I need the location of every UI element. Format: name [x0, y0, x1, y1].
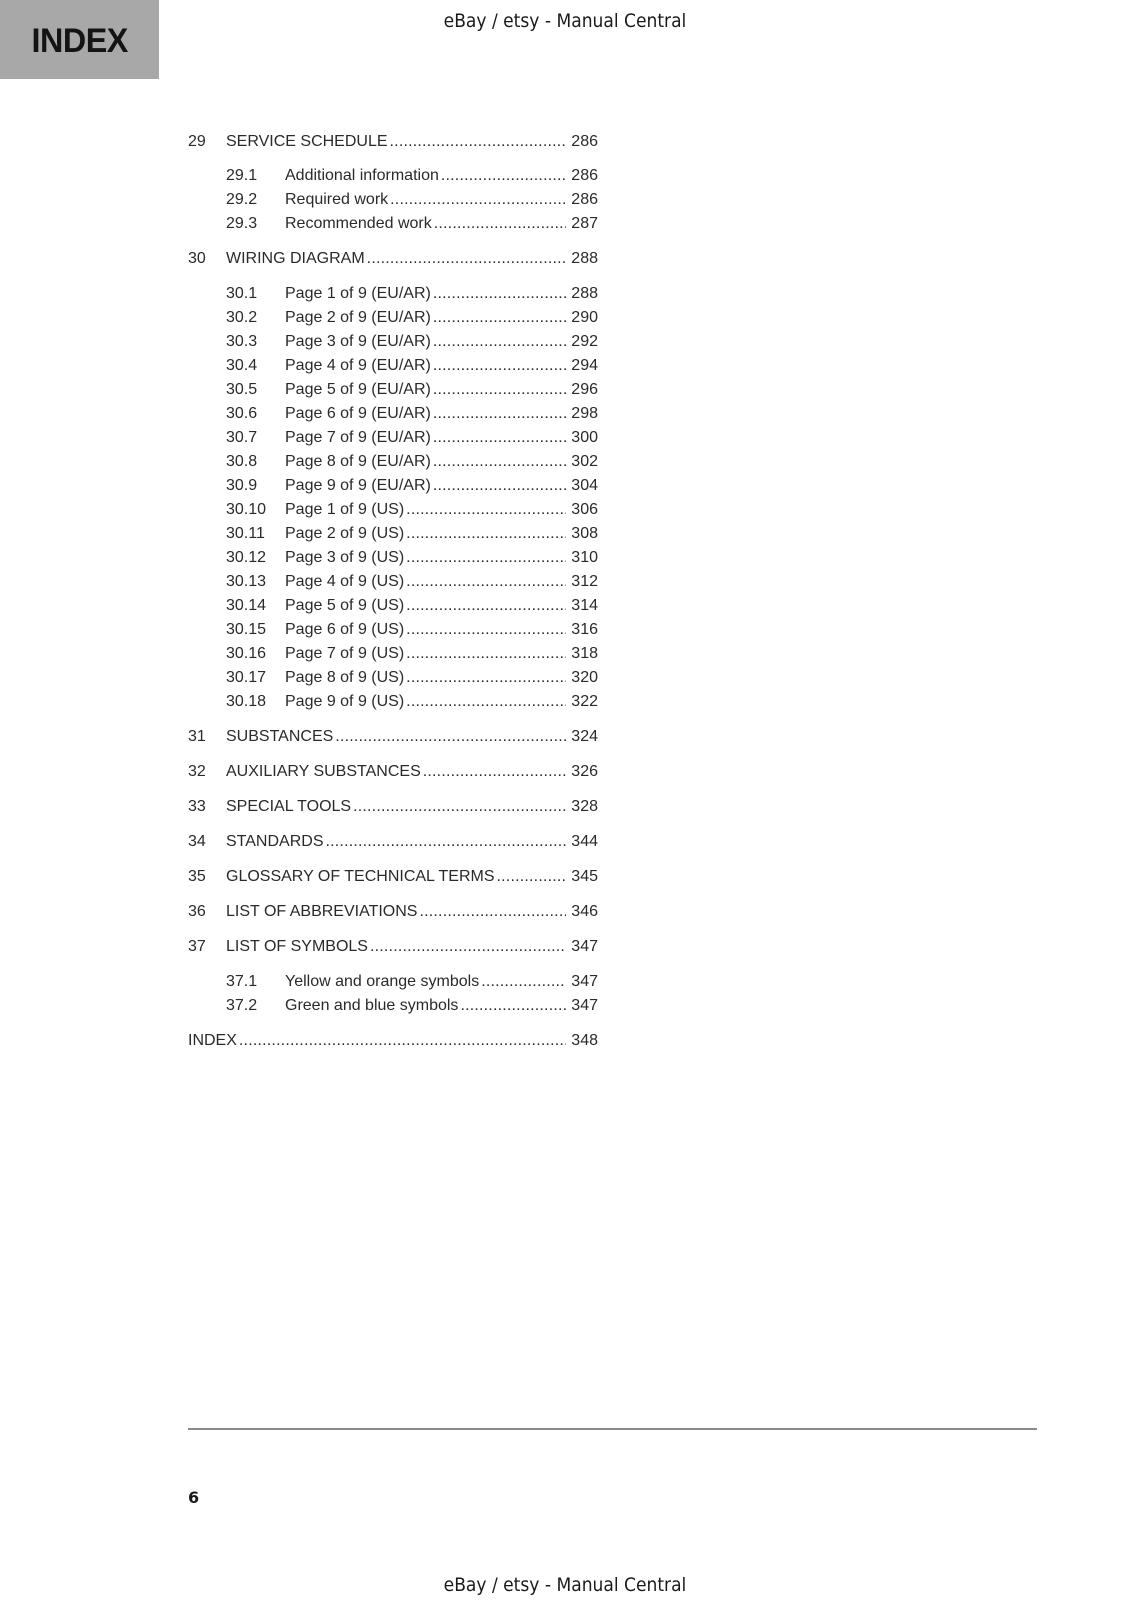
toc-entry-page: 345 [571, 868, 598, 885]
toc-entry-title: Page 7 of 9 (EU/AR) [285, 429, 431, 446]
toc-entry-page: 287 [571, 215, 598, 232]
toc-dot-leader [433, 283, 566, 305]
toc-entry-number: 33 [188, 798, 206, 815]
toc-dot-leader [433, 379, 566, 401]
toc-dot-leader [353, 796, 566, 818]
toc-entry-title: Page 3 of 9 (EU/AR) [285, 333, 431, 350]
toc-entry[interactable] [188, 283, 598, 305]
toc-dot-leader [433, 427, 566, 449]
toc-entry-page: 324 [571, 728, 598, 745]
footer-divider [188, 1428, 1037, 1430]
toc-dot-leader [406, 619, 566, 641]
toc-entry-number: 30.13 [226, 573, 267, 590]
toc-dot-leader [497, 866, 566, 888]
toc-entry-number: 30.4 [226, 357, 258, 374]
toc-entry-page: 314 [571, 597, 598, 614]
toc-dot-leader [433, 475, 566, 497]
toc-dot-leader [481, 971, 566, 993]
toc-entry[interactable] [188, 995, 598, 1017]
toc-entry-title: LIST OF ABBREVIATIONS [226, 903, 418, 920]
toc-entry-title: WIRING DIAGRAM [226, 250, 365, 267]
toc-entry-page: 326 [571, 763, 598, 780]
toc-entry-title: Page 5 of 9 (EU/AR) [285, 381, 431, 398]
toc-entry-page: 347 [571, 973, 598, 990]
toc-entry-page: 348 [571, 1032, 598, 1049]
toc-entry[interactable] [188, 475, 598, 497]
toc-entry-number: 29.2 [226, 191, 258, 208]
toc-entry-title: Page 1 of 9 (EU/AR) [285, 285, 431, 302]
toc-entry-number: 29.3 [226, 215, 258, 232]
toc-entry[interactable] [188, 379, 598, 401]
toc-entry[interactable] [188, 936, 598, 958]
toc-entry[interactable] [188, 189, 598, 211]
toc-entry[interactable] [188, 1030, 598, 1052]
toc-entry-page: 296 [571, 381, 598, 398]
toc-entry[interactable] [188, 248, 598, 270]
toc-entry-number: 30.18 [226, 693, 267, 710]
toc-entry[interactable] [188, 571, 598, 593]
toc-entry-title: SPECIAL TOOLS [226, 798, 352, 815]
toc-dot-leader [406, 667, 566, 689]
toc-dot-leader [370, 936, 566, 958]
toc-entry[interactable] [188, 307, 598, 329]
toc-entry-title: Page 2 of 9 (US) [285, 525, 405, 542]
toc-entry-title: Additional information [285, 167, 439, 184]
toc-entry-number: 30.8 [226, 453, 258, 470]
toc-entry-number: 37 [188, 938, 206, 955]
toc-dot-leader [433, 331, 566, 353]
toc-entry-page: 288 [571, 285, 598, 302]
toc-entry-page: 316 [571, 621, 598, 638]
toc-entry-page: 346 [571, 903, 598, 920]
toc-dot-leader [434, 213, 566, 235]
toc-entry-number: 35 [188, 868, 206, 885]
footer-watermark-text: eBay / etsy - Manual Central [443, 1574, 687, 1596]
toc-dot-leader [433, 451, 566, 473]
toc-entry[interactable] [188, 355, 598, 377]
toc-entry-number: 30.1 [226, 285, 258, 302]
toc-entry-page: 306 [571, 501, 598, 518]
toc-dot-leader [406, 499, 566, 521]
toc-entry-page: 318 [571, 645, 598, 662]
toc-entry-number: 30 [188, 250, 206, 267]
toc-entry-number: 30.9 [226, 477, 258, 494]
toc-entry-page: 344 [571, 833, 598, 850]
toc-dot-leader [239, 1030, 566, 1052]
header-watermark [57, 10, 1074, 32]
toc-entry-number: 30.3 [226, 333, 258, 350]
toc-entry[interactable] [188, 726, 598, 748]
toc-entry-page: 302 [571, 453, 598, 470]
toc-entry-page: 304 [571, 477, 598, 494]
toc-entry-page: 288 [571, 250, 598, 267]
toc-entry-number: 30.5 [226, 381, 258, 398]
toc-dot-leader [433, 307, 566, 329]
toc-entry-title: Recommended work [285, 215, 432, 232]
toc-dot-leader [335, 726, 566, 748]
toc-entry[interactable] [188, 619, 598, 641]
toc-entry-number: 37.1 [226, 973, 258, 990]
toc-entry-number: 30.12 [226, 549, 267, 566]
toc-entry-number: 30.6 [226, 405, 258, 422]
toc-entry[interactable] [188, 643, 598, 665]
toc-dot-leader [419, 901, 566, 923]
toc-entry[interactable] [188, 761, 598, 783]
toc-entry-number: 31 [188, 728, 206, 745]
toc-entry-title: STANDARDS [226, 833, 324, 850]
toc-entry-page: 312 [571, 573, 598, 590]
toc-entry-page: 286 [571, 167, 598, 184]
footer-watermark [57, 1574, 1074, 1596]
toc-entry-number: 30.11 [226, 525, 265, 542]
toc-entry-title: Page 8 of 9 (EU/AR) [285, 453, 431, 470]
toc-entry[interactable] [188, 165, 598, 187]
toc-entry-number: 36 [188, 903, 206, 920]
toc-entry-title: Page 4 of 9 (US) [285, 573, 405, 590]
toc-entry[interactable] [188, 499, 598, 521]
toc-entry-number: 29.1 [226, 167, 258, 184]
toc-entry-title: SUBSTANCES [226, 728, 334, 745]
toc-entry[interactable] [188, 547, 598, 569]
toc-dot-leader [406, 523, 566, 545]
toc-entry-title: Page 6 of 9 (EU/AR) [285, 405, 431, 422]
toc-entry[interactable] [188, 131, 598, 153]
toc-entry-title: Page 5 of 9 (US) [285, 597, 405, 614]
toc-entry-page: 300 [571, 429, 598, 446]
header-watermark-text: eBay / etsy - Manual Central [443, 10, 687, 32]
toc-entry[interactable] [188, 427, 598, 449]
toc-entry-title: Page 2 of 9 (EU/AR) [285, 309, 431, 326]
toc-entry-page: 290 [571, 309, 598, 326]
toc-entry[interactable] [188, 451, 598, 473]
toc-entry[interactable] [188, 595, 598, 617]
toc-entry[interactable] [188, 796, 598, 818]
section-tab-label: INDEX [31, 22, 128, 60]
toc-entry-title: INDEX [188, 1032, 237, 1049]
toc-dot-leader [390, 131, 566, 153]
toc-entry[interactable] [188, 213, 598, 235]
toc-dot-leader [367, 248, 566, 270]
toc-entry[interactable] [188, 331, 598, 353]
toc-dot-leader [406, 547, 566, 569]
toc-entry-page: 298 [571, 405, 598, 422]
toc-entry-number: 29 [188, 133, 206, 150]
toc-dot-leader [406, 643, 566, 665]
toc-entry[interactable] [188, 831, 598, 853]
toc-entry[interactable] [188, 971, 598, 993]
toc-dot-leader [441, 165, 566, 187]
toc-entry[interactable] [188, 667, 598, 689]
toc-entry-page: 286 [571, 133, 598, 150]
toc-entry[interactable] [188, 901, 598, 923]
toc-entry-page: 294 [571, 357, 598, 374]
toc-entry-page: 328 [571, 798, 598, 815]
toc-entry[interactable] [188, 866, 598, 888]
toc-entry-title: GLOSSARY OF TECHNICAL TERMS [226, 868, 495, 885]
toc-entry-title: AUXILIARY SUBSTANCES [226, 763, 421, 780]
toc-entry-title: Green and blue symbols [285, 997, 459, 1014]
toc-entry-title: LIST OF SYMBOLS [226, 938, 368, 955]
toc-dot-leader [406, 691, 566, 713]
toc-entry-number: 30.7 [226, 429, 258, 446]
toc-entry-number: 30.10 [226, 501, 267, 518]
toc-dot-leader [326, 831, 567, 853]
toc-entry-title: Page 9 of 9 (EU/AR) [285, 477, 431, 494]
toc-entry-title: Page 3 of 9 (US) [285, 549, 405, 566]
toc-entry-number: 30.2 [226, 309, 258, 326]
toc-entry-page: 308 [571, 525, 598, 542]
toc-entry-number: 32 [188, 763, 206, 780]
toc-entry-title: Page 1 of 9 (US) [285, 501, 405, 518]
toc-dot-leader [406, 595, 566, 617]
toc-entry[interactable] [188, 403, 598, 425]
toc-dot-leader [433, 403, 566, 425]
toc-dot-leader [406, 571, 566, 593]
toc-entry-title: Yellow and orange symbols [285, 973, 480, 990]
toc-entry-title: Page 9 of 9 (US) [285, 693, 405, 710]
toc-dot-leader [433, 355, 566, 377]
toc-entry-title: Page 6 of 9 (US) [285, 621, 405, 638]
toc-dot-leader [460, 995, 566, 1017]
toc-entry-title: Page 8 of 9 (US) [285, 669, 405, 686]
toc-entry[interactable] [188, 523, 598, 545]
toc-entry-number: 34 [188, 833, 206, 850]
toc-dot-leader [423, 761, 566, 783]
toc-dot-leader [390, 189, 566, 211]
toc-entry-number: 30.16 [226, 645, 267, 662]
toc-entry-number: 30.14 [226, 597, 267, 614]
toc-entry-page: 310 [571, 549, 598, 566]
toc-entry-title: SERVICE SCHEDULE [226, 133, 388, 150]
toc-entry-title: Page 4 of 9 (EU/AR) [285, 357, 431, 374]
toc-entry-page: 322 [571, 693, 598, 710]
toc-entry-title: Required work [285, 191, 389, 208]
toc-entry-page: 286 [571, 191, 598, 208]
toc-entry-page: 320 [571, 669, 598, 686]
toc-entry-page: 347 [571, 997, 598, 1014]
toc-entry-number: 37.2 [226, 997, 258, 1014]
toc-entry-number: 30.15 [226, 621, 267, 638]
toc-entry-title: Page 7 of 9 (US) [285, 645, 405, 662]
toc-entry-page: 292 [571, 333, 598, 350]
toc-entry-page: 347 [571, 938, 598, 955]
toc-entry[interactable] [188, 691, 598, 713]
page-number: 6 [188, 1488, 200, 1507]
toc-entry-number: 30.17 [226, 669, 267, 686]
